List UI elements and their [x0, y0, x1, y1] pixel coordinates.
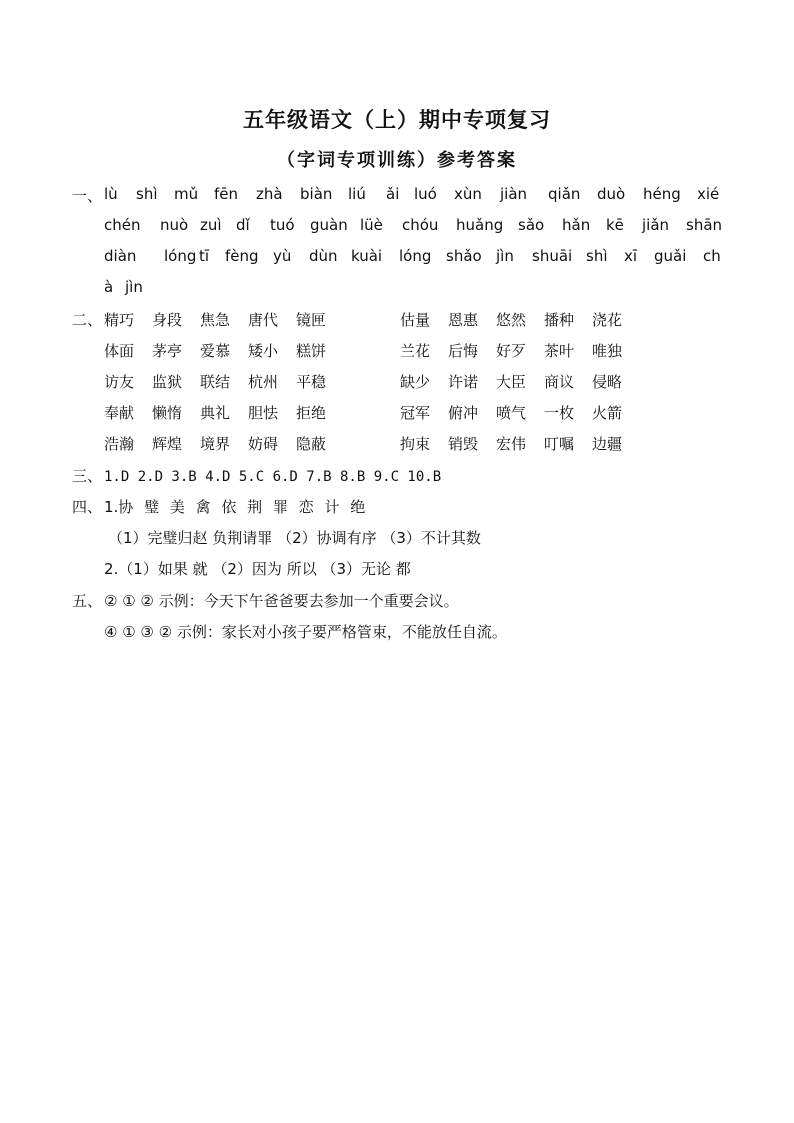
word-right: 播种: [544, 311, 575, 329]
pinyin-syllable: ǎi: [386, 185, 400, 203]
word-right: 许诺: [448, 373, 479, 391]
word-left: 辉煌: [152, 435, 183, 453]
pinyin-syllable: xié: [697, 185, 720, 203]
pinyin-syllable: fēn: [214, 185, 239, 203]
word-right: 茶叶: [544, 342, 575, 360]
word-right: 侵略: [592, 373, 623, 391]
pinyin-syllable: chóu: [402, 216, 439, 234]
pinyin-syllable: huǎng: [456, 216, 504, 234]
section-4: 四、 1.协 璧 美 禽 依 荆 罪 恋 计 绝: [72, 498, 366, 516]
word-left: 胆怯: [248, 404, 279, 422]
word-right: 宏伟: [496, 435, 527, 453]
word-right: 悠然: [496, 311, 527, 329]
page-subtitle: （字词专项训练）参考答案: [277, 150, 517, 171]
pinyin-syllable: jìn: [125, 278, 143, 296]
pinyin-syllable: jiàn: [500, 185, 528, 203]
word-left: 矮小: [248, 342, 279, 360]
word-left: 身段: [152, 311, 183, 329]
word-right: 销毁: [448, 435, 479, 453]
pinyin-syllable: dùn: [309, 247, 338, 265]
pinyin-syllable: fèng: [225, 247, 259, 265]
word-left: 妨碍: [248, 435, 279, 453]
section-5-line1: ② ① ② 示例：今天下午爸爸要去参加一个重要会议。: [104, 592, 459, 610]
word-left: 焦急: [200, 311, 231, 329]
pinyin-syllable: kuài: [351, 247, 383, 265]
section-4-line2: （1）完璧归赵 负荆请罪 （2）协调有序 （3）不计其数: [108, 529, 481, 547]
word-left: 浩瀚: [104, 435, 135, 453]
pinyin-syllable: nuò: [160, 216, 189, 234]
word-right: 后悔: [448, 342, 479, 360]
pinyin-syllable: chén: [104, 216, 141, 234]
pinyin-syllable: jìn: [496, 247, 514, 265]
pinyin-syllable: héng: [643, 185, 681, 203]
section-3: 三、 1.D 2.D 3.B 4.D 5.C 6.D 7.B 8.B 9.C 10.B: [72, 467, 442, 485]
pinyin-syllable: dǐ: [236, 216, 250, 234]
pinyin-syllable: shuāi: [532, 247, 573, 265]
pinyin-syllable: zuì: [200, 216, 222, 234]
word-right: 缺少: [400, 373, 431, 391]
pinyin-syllable: biàn: [300, 185, 333, 203]
word-left: 典礼: [200, 404, 231, 422]
word-right: 冠军: [400, 404, 431, 422]
pinyin-syllable: ch: [703, 247, 721, 265]
word-right: 估量: [400, 311, 431, 329]
word-left: 拒绝: [296, 404, 327, 422]
pinyin-syllable: xī: [624, 247, 638, 265]
pinyin-syllable: guǎi: [654, 247, 687, 265]
word-right: 商议: [544, 373, 575, 391]
word-right: 好歹: [496, 342, 527, 360]
word-left: 访友: [104, 373, 135, 391]
word-left: 杭州: [248, 373, 279, 391]
word-left: 茅亭: [152, 342, 183, 360]
word-left: 监狱: [152, 373, 183, 391]
pinyin-syllable: liú: [348, 185, 366, 203]
section-4-line3: 2.（1）如果 就 （2）因为 所以 （3）无论 都: [104, 560, 411, 578]
pinyin-syllable: diàn: [104, 247, 137, 265]
word-right: 俯冲: [448, 404, 479, 422]
section-5-line2: ④ ① ③ ② 示例：家长对小孩子要严格管束，不能放任自流。: [104, 623, 507, 641]
word-left: 平稳: [296, 373, 327, 391]
pinyin-syllable: xùn: [454, 185, 482, 203]
pinyin-syllable: lóng: [164, 247, 197, 265]
word-left: 镜匣: [296, 311, 327, 329]
word-right: 唯独: [592, 342, 623, 360]
word-right: 恩惠: [448, 311, 479, 329]
word-left: 爱慕: [200, 342, 231, 360]
word-left: 精巧: [104, 311, 135, 329]
pinyin-syllable: jiǎn: [642, 216, 670, 234]
pinyin-syllable: qiǎn: [548, 185, 581, 203]
pinyin-syllable: kē: [606, 216, 624, 234]
pinyin-syllable: tuó: [270, 216, 295, 234]
pinyin-syllable: yù: [273, 247, 292, 265]
word-left: 境界: [200, 435, 231, 453]
pinyin-syllable: luó: [414, 185, 437, 203]
pinyin-syllable: lù: [104, 185, 118, 203]
pinyin-syllable: shì: [586, 247, 608, 265]
word-left: 唐代: [248, 311, 279, 329]
word-right: 一枚: [544, 404, 575, 422]
word-left: 奉献: [104, 404, 135, 422]
word-left: 隐蔽: [296, 435, 327, 453]
section-1-label: 一、: [72, 187, 103, 205]
word-left: 懒惰: [152, 404, 183, 422]
word-right: 浇花: [592, 311, 623, 329]
word-right: 兰花: [400, 342, 431, 360]
pinyin-syllable: duò: [597, 185, 626, 203]
pinyin-syllable: hǎn: [562, 216, 591, 234]
word-right: 大臣: [496, 373, 527, 391]
pinyin-syllable: guàn: [310, 216, 348, 234]
pinyin-syllable: à: [104, 278, 114, 296]
section-2-label: 二、: [72, 311, 103, 329]
word-right: 拘束: [400, 435, 431, 453]
page-title: 五年级语文（上）期中专项复习: [243, 108, 551, 132]
word-left: 体面: [104, 342, 135, 360]
word-right: 边疆: [592, 435, 623, 453]
pinyin-syllable: zhà: [256, 185, 283, 203]
word-right: 火箭: [592, 404, 623, 422]
section-5: 五、 ② ① ② 示例：今天下午爸爸要去参加一个重要会议。: [72, 592, 459, 610]
pinyin-syllable: shì: [136, 185, 158, 203]
word-left: 糕饼: [296, 342, 327, 360]
pinyin-syllable: lüè: [360, 216, 383, 234]
word-right: 叮嘱: [544, 435, 575, 453]
pinyin-syllable: shān: [686, 216, 723, 234]
pinyin-syllable: tī: [199, 247, 210, 265]
pinyin-syllable: shǎo: [446, 247, 482, 265]
section-4-line1: 1.协 璧 美 禽 依 荆 罪 恋 计 绝: [104, 498, 366, 516]
pinyin-syllable: mǔ: [174, 185, 199, 203]
word-right: 喷气: [496, 404, 527, 422]
section-3-answers: 1.D 2.D 3.B 4.D 5.C 6.D 7.B 8.B 9.C 10.B: [104, 469, 442, 485]
pinyin-syllable: sǎo: [518, 216, 545, 234]
pinyin-syllable: lóng: [399, 247, 432, 265]
word-left: 联结: [200, 373, 231, 391]
